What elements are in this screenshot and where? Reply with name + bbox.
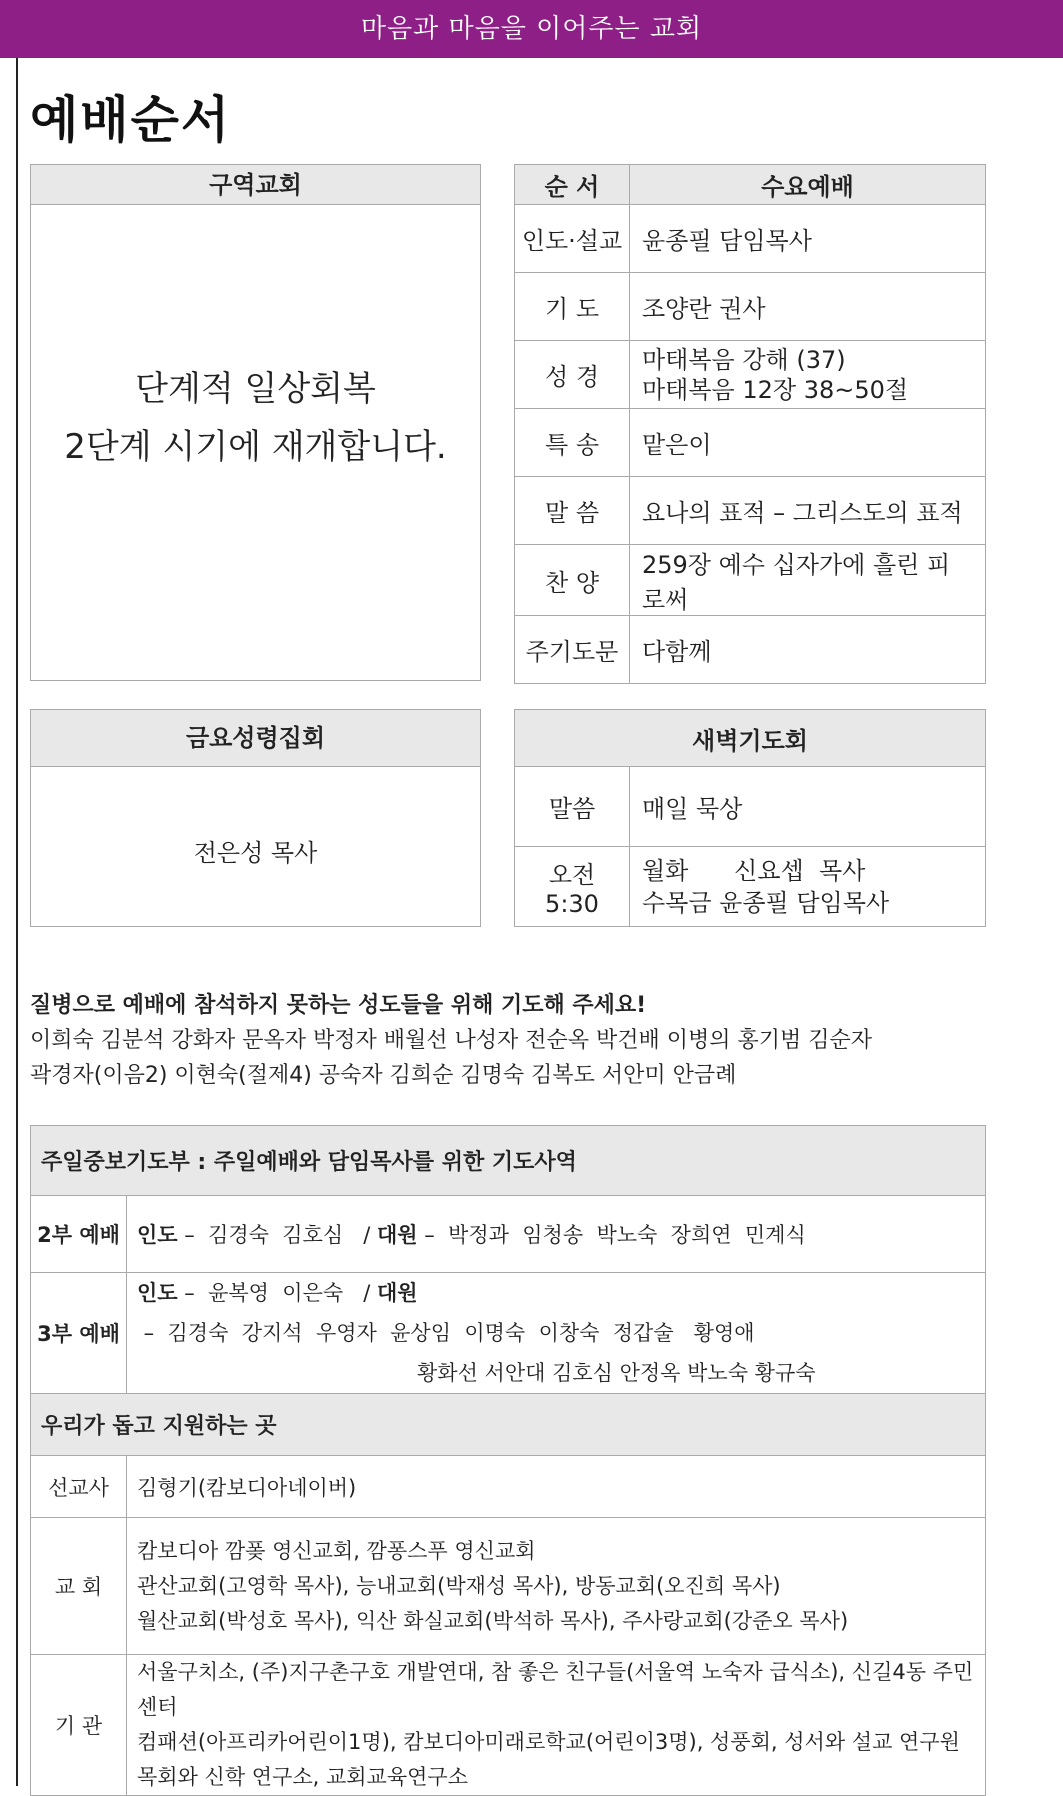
row-label: 성 경 [515,341,630,409]
intercession-title: 주일중보기도부 : 주일예배와 담임목사를 위한 기도사역 [31,1126,986,1196]
row-label: 선교사 [31,1456,127,1518]
district-message [31,360,480,476]
prayer-names-2: 곽경자(이음2) 이현숙(절제4) 공숙자 김희순 김명숙 김복도 서안미 안금례 [30,1063,737,1088]
row-label: 3부 예배 [31,1273,127,1394]
dawn-header: 새벽기도회 [515,710,986,767]
lead-label: 인도 [137,1223,178,1247]
wednesday-table [514,164,986,684]
district-line-1: 단계적 일상회복 [135,369,376,409]
district-box [30,164,481,681]
choir-names: – 박정과 임청송 박노숙 장희연 민계식 [417,1223,806,1247]
choir-label: 대원 [376,1281,418,1305]
ministry-table [30,1125,986,1796]
row-value [127,1518,986,1655]
row-label: 말 씀 [515,477,630,545]
row-label: 특 송 [515,409,630,477]
row-label: 주기도문 [515,616,630,684]
dawn-table [514,709,986,927]
dawn-line-2: 수목금 윤종필 담임목사 [642,888,890,917]
row-label: 기 도 [515,273,630,341]
banner: 마음과 마음을 이어주는 교회 [0,0,1063,58]
row-label: 기 관 [31,1655,127,1796]
friday-header: 금요성령집회 [31,710,480,767]
choir-names-continued: 황화선 서안대 김호심 안정옥 박노숙 황규숙 [417,1361,816,1385]
district-line-2: 2단계 시기에 재개합니다. [64,427,447,467]
scripture-line-1: 마태복음 강해 (37) [642,345,846,374]
prayer-title: 질병으로 예배에 참석하지 못하는 성도들을 위해 기도해 주세요! [30,993,647,1018]
row-label: 말씀 [515,767,630,847]
row-label: 인도·설교 [515,205,630,273]
row-value [127,1655,986,1796]
wednesday-col-order: 순 서 [515,165,630,205]
row-value [127,1273,986,1394]
lead-names: – 김경숙 김호심 / [177,1223,377,1247]
church-line: 월산교회(박성호 목사), 익산 화실교회(박석하 목사), 주사랑교회(강준오 목사) [137,1608,849,1633]
dawn-line-1: 월화 신요셉 목사 [642,856,866,885]
lead-label: 인도 [137,1281,178,1305]
row-value [630,341,986,409]
row-value: 259장 예수 십자가에 흘린 피로써 [630,545,986,616]
prayer-names-1: 이희숙 김분석 강화자 문옥자 박정자 배월선 나성자 전순옥 박건배 이병의 홍기범 김순자 [30,1028,872,1053]
organization-line: 서울구치소, (주)지구촌구호 개발연대, 참 좋은 친구들(서울역 노숙자 급식소), 신길4동 주민센터 [137,1660,974,1719]
district-header: 구역교회 [31,165,480,205]
row-value: 김형기(캄보디아네이버) [127,1456,986,1518]
row-value: 조양란 권사 [630,273,986,341]
lead-names: – 윤복영 이은숙 / [177,1281,377,1305]
left-rule [16,58,18,1786]
church-line: 캄보디아 깜퐂 영신교회, 깜퐁스푸 영신교회 [137,1538,536,1563]
row-value [630,847,986,927]
row-label: 오전 5:30 [515,847,630,927]
page-title: 예배순서 [30,91,232,149]
row-label: 2부 예배 [31,1196,127,1273]
friday-preacher: 전은성 목사 [193,839,318,867]
choir-names: – 김경숙 강지석 우영자 윤상임 이명숙 이창숙 정갑술 황영애 [137,1321,755,1345]
row-label: 찬 양 [515,545,630,616]
row-value: 맡은이 [630,409,986,477]
scripture-line-2: 마태복음 12장 38~50절 [642,375,909,404]
row-value: 요나의 표적 – 그리스도의 표적 [630,477,986,545]
row-value [127,1196,986,1273]
row-value: 매일 묵상 [630,767,986,847]
row-value: 윤종필 담임목사 [630,205,986,273]
row-label: 교 회 [31,1518,127,1655]
choir-label: 대원 [376,1223,418,1247]
wednesday-col-service: 수요예배 [630,165,986,205]
organization-line: 컴패션(아프리카어린이1명), 캄보디아미래로학교(어린이3명), 성풍회, 성서와 설교 연구원 [137,1730,960,1754]
organization-line: 목회와 신학 연구소, 교회교육연구소 [137,1765,468,1789]
friday-box [30,709,481,927]
support-title: 우리가 돕고 지원하는 곳 [31,1394,986,1456]
row-value: 다함께 [630,616,986,684]
church-line: 관산교회(고영학 목사), 능내교회(박재성 목사), 방동교회(오진희 목사) [137,1573,781,1598]
